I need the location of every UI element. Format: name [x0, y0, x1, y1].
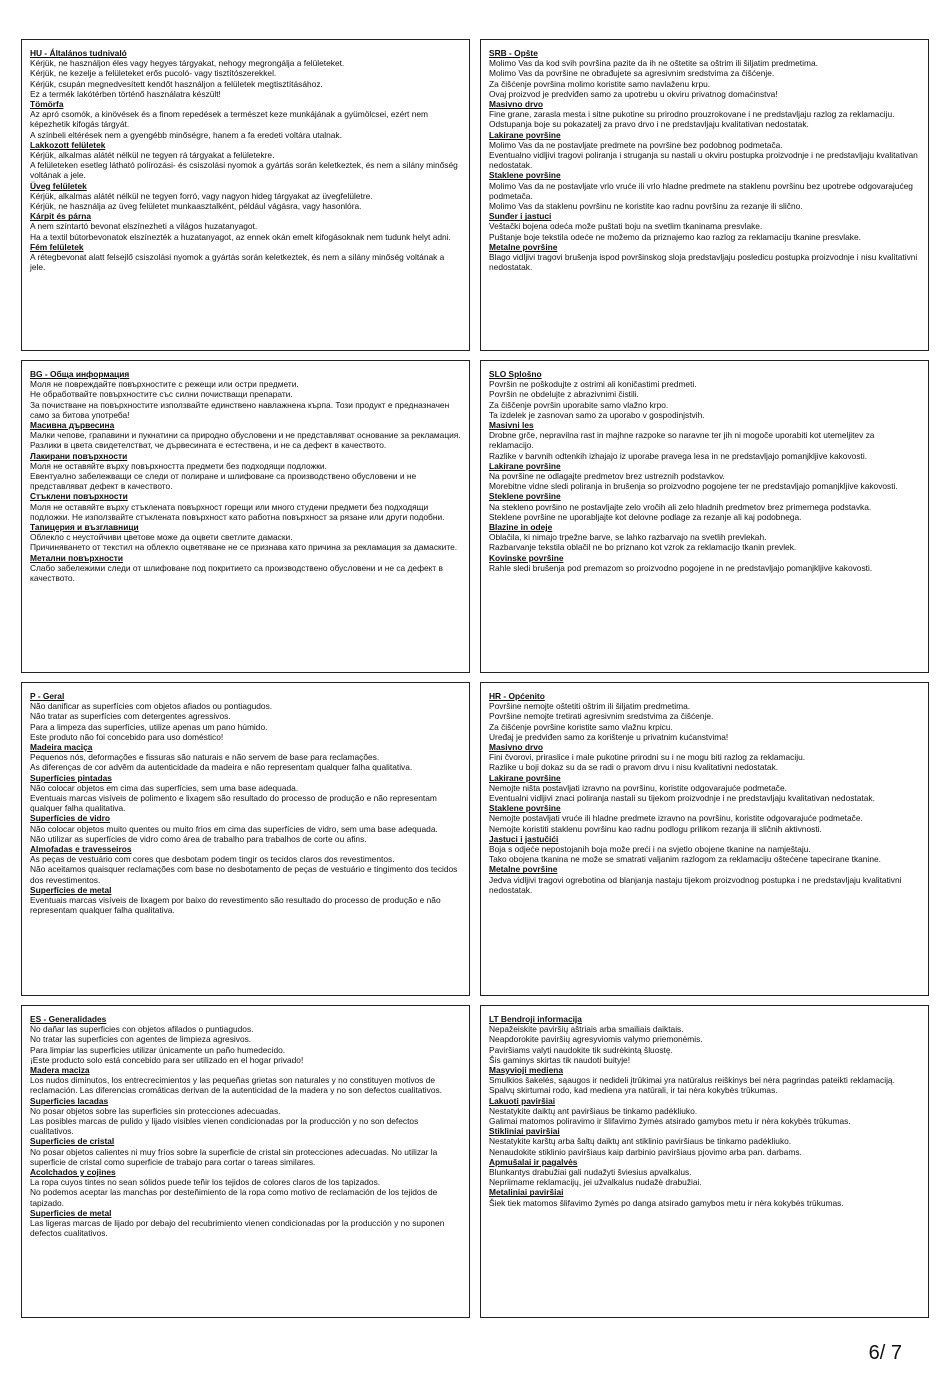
paragraph-line: Pequenos nós, deformações e fissuras são naturais e não servem de base para reclamações. [30, 752, 380, 763]
paragraph-line: Boja s odjeće nepostojanih boja može preći i na svjetlo obojene tkanine na namještaju. [489, 844, 811, 855]
paragraph-line: Odstupanja boje su pokazatelj za pravo drvo i ne predstavljaju kvalitativan nedostatak. [489, 119, 809, 130]
subsection-heading: Масивна дървесина [30, 420, 115, 431]
paragraph-line: Az apró csomók, a kinövések és a finom repedések a természet keze munkájának a gyümölcsei, ezért nem képezhetik kifogás tárgyát. [30, 109, 429, 130]
paragraph-line: Za čišćenje površine koristite samo vlažnu krpicu. [489, 721, 673, 732]
paragraph-line: Облекло с неустойчиви цветове може да оцвети светлите дамаски. [30, 532, 293, 543]
paragraph-line: Ez a termék lakótérben történő használatra készült! [30, 88, 221, 99]
subsection-heading: Apmušalai ir pagalvės [489, 1156, 578, 1167]
paragraph-line: As peças de vestuário com cores que desbotam podem tingir os tecidos claros dos revestimentos. [30, 854, 395, 865]
subsection-heading: Superfícies de vidro [30, 813, 111, 824]
paragraph-line: Los nudos diminutos, los entrecrecimientos y las pequeñas grietas son naturales y no constituyen motivos de reclamación. Las diferencias cromáticas derivan de la autenticidad de la madera y no son defectos cualitativos. [30, 1075, 442, 1096]
paragraph-line: Smulkios šakelės, sąaugos ir nedideli įtrūkimai yra natūralus reiškinys bei nėra pagrindas pateikti reklamaciją. [489, 1075, 895, 1086]
paragraph-line: Kérjük, alkalmas alátét nélkül ne tegyen rá tárgyakat a felületekre. [30, 150, 275, 161]
paragraph-line: Não utilizar as superfícies de vidro como área de trabalho para trabalhos de corte ou afins. [30, 833, 367, 844]
paragraph-line: Ha a textil bútorbevonatok elszínezték a huzatanyagot, az ennek okán emelt kifogásoknak nem tudunk helyt adni. [30, 231, 451, 242]
subsection-heading: Superficies de metal [30, 1207, 112, 1218]
subsection-heading: Метални повърхности [30, 552, 123, 563]
paragraph-line: Малки чепове, грапавини и пукнатини са природно обусловени и не представляват основание за рекламация. [30, 430, 461, 441]
section-title: P - Geral [30, 691, 65, 701]
section-es [21, 1005, 470, 1318]
paragraph-line: Spalvų skirtumai rodo, kad mediena yra natūrali, ir tai nėra kokybės trūkumas. [489, 1085, 778, 1096]
subsection-heading: Lakuoti paviršiai [489, 1095, 556, 1106]
paragraph-line: Molimo Vas da ne postavljate vrlo vruće ili vrlo hladne predmete na staklenu površinu bez upotrebe odgovarajućeg podmetača. [489, 180, 913, 201]
section-lt [480, 1005, 929, 1318]
paragraph-line: Površine nemojte tretirati agresivnim sredstvima za čišćenje. [489, 711, 714, 722]
subsection-heading: Üveg felületek [30, 180, 87, 191]
paragraph-line: Para a limpeza das superfícies, utilize apenas um pano húmido. [30, 721, 268, 732]
paragraph-line: A nem színtartó bevonat elszínezheti a világos huzatanyagot. [30, 221, 258, 232]
subsection-heading: Steklene površine [489, 491, 561, 502]
section-title: SRB - Opšte [489, 48, 538, 58]
paragraph-line: Blunkantys drabužiai gali nudažyti šviesius apvalkalus. [489, 1167, 692, 1178]
paragraph-line: Las ligeras marcas de lijado por debajo del recubrimiento vienen condicionadas por la producción y no suponen defectos cualitativos. [30, 1218, 445, 1239]
paragraph-line: Não aceitamos quaisquer reclamações com base no desbotamento de peças de vestuário e tingimento dos tecidos dos revestimentos. [30, 864, 458, 885]
paragraph-line: Não colocar objetos em cima das superfícies, sem uma base adequada. [30, 782, 299, 793]
paragraph-line: Veštački bojena odeća može puštati boju na svetlim tkaninama presvlake. [489, 221, 763, 232]
paragraph-line: За почистване на повърхностите използвайте единствено навлажнена кърпа. Този продукт е предназначен само за битова употреба! [30, 399, 450, 420]
paragraph-line: Моля не повреждайте повърхностите с режещи или остри предмети. [30, 379, 299, 390]
paragraph-line: Kérjük, csupán megnedvesített kendőt használjon a felületek megtisztításához. [30, 78, 323, 89]
section-title: ES - Generalidades [30, 1014, 107, 1024]
paragraph-line: Kérjük, alkalmas alátét nélkül ne tegyen forró, vagy nagyon hideg tárgyakat az üvegfelületre. [30, 190, 373, 201]
subsection-heading: Madeira maciça [30, 742, 93, 753]
section-title: SLO Splošno [489, 369, 542, 379]
paragraph-line: Na površine ne odlagajte predmetov brez ustreznih podstavkov. [489, 471, 725, 482]
paragraph-line: Este produto não foi concebido para uso doméstico! [30, 731, 224, 742]
paragraph-line: Neapdorokite paviršių agresyviomis valymo priemonėmis. [489, 1034, 703, 1045]
paragraph-line: Drobne grče, nepravilna rast in majhne razpoke so naravne ter jih ni mogoče uporabiti kot utemeljitev za reklamacijo. [489, 430, 875, 451]
subsection-heading: Superficies lacadas [30, 1095, 109, 1106]
paragraph-line: Molimo Vas da ne postavljate predmete na površine bez podobnog podmetača. [489, 139, 783, 150]
subsection-heading: Lakirane površine [489, 460, 561, 471]
paragraph-line: Tako obojena tkanina ne može se smatrati valjanim razlogom za reklamaciju oštećene tapecirane tkanine. [489, 854, 881, 865]
paragraph-line: Razlike u boji dokaz su da se radi o pravom drvu i nisu kvalitativni nedostatak. [489, 762, 779, 773]
paragraph-line: Oblačila, ki nimajo trpežne barve, se lahko razbarvajo na svetlih prevlekah. [489, 532, 767, 543]
paragraph-line: Na stekleno površino ne postavljajte zelo vročih ali zelo hladnih predmetov brez primernega podstavka. [489, 501, 872, 512]
paragraph-line: Não tratar as superfícies com detergentes agressivos. [30, 711, 231, 722]
paragraph-line: Razlike v barvnih odtenkih izhajajo iz uporabe pravega lesa in ne predstavljajo pomanjkljive kakovosti. [489, 450, 868, 461]
subsection-heading: Acolchados y cojines [30, 1167, 116, 1178]
paragraph-line: Uređaj je predviđen samo za korištenje u privatnim kućanstvima! [489, 731, 729, 742]
subsection-heading: Staklene površine [489, 803, 561, 814]
subsection-heading: Jastuci i jastučići [489, 833, 559, 844]
paragraph-line: Моля не оставяйте върху повърхността предмети без подходящи подложки. [30, 460, 327, 471]
subsection-heading: Стъклени повърхности [30, 491, 128, 502]
page-number: 6/ 7 [868, 1342, 902, 1364]
paragraph-line: Šiek tiek matomos šlifavimo žymės po danga atsirado gamybos metu ir nėra kokybės trūkumas. [489, 1197, 844, 1208]
paragraph-line: Nepriimame reklamacijų, jei užvalkalus nudažė drabužiai. [489, 1177, 702, 1188]
paragraph-line: Molimo Vas da kod svih površina pazite da ih ne oštetite sa oštrim ili šiljatim predmetima. [489, 58, 818, 69]
paragraph-line: Não danificar as superfícies com objetos afiados ou pontiagudos. [30, 701, 273, 712]
paragraph-line: Blago vidljivi tragovi brušenja ispod površinskog sloja predstavljaju posledicu postupka proizvodnje i nisu kvalitativni nedostatak. [489, 252, 918, 273]
section-title: HR - Općenito [489, 691, 545, 701]
subsection-heading: Superficies de cristal [30, 1136, 115, 1147]
subsection-heading: Metaliniai paviršiai [489, 1187, 564, 1198]
subsection-heading: Lakirane površine [489, 772, 561, 783]
paragraph-line: Površin ne poškodujte z ostrimi ali koničastimi predmeti. [489, 379, 697, 390]
paragraph-line: Kérjük, ne kezelje a felületeket erős pucoló- vagy tisztítószerekkel. [30, 68, 277, 79]
paragraph-line: No podemos aceptar las manchas por desteñimiento de la ropa como motivo de reclamación de los tejidos de tapizado. [30, 1187, 438, 1208]
paragraph-line: Steklene površine ne uporabljajte kot delovne podlage za rezanje ali kaj podobnega. [489, 511, 802, 522]
subsection-heading: Лакирани повърхности [30, 450, 128, 461]
section-slo [480, 360, 929, 673]
paragraph-line: Моля не оставяйте върху стъклената повърхност горещи или много студени предмети без подходящи подложки. Не използвайте стъклената повърхност като работна повърхност за рязане или други подобни. [30, 501, 445, 522]
paragraph-line: ¡Este producto solo está concebido para ser utilizado en el hogar privado! [30, 1054, 304, 1065]
paragraph-line: Nepažeiskite paviršių aštriais arba smailiais daiktais. [489, 1024, 684, 1035]
subsection-heading: Kárpit és párna [30, 211, 91, 222]
paragraph-line: Nestatykite karštų arba šaltų daiktų ant stiklinio paviršiaus be tinkamo padėkliuko. [489, 1136, 792, 1147]
section-title: BG - Обща информация [30, 369, 130, 379]
paragraph-line: A rétegbevonat alatt felsejlő csiszolási nyomok a gyártás során keletkeztek, és nem a silány minőség voltának a jele. [30, 252, 445, 273]
paragraph-line: Molimo Vas da površine ne obrađujete sa agresivnim sredstvima za čišćenje. [489, 68, 775, 79]
subsection-heading: Lakkozott felületek [30, 139, 106, 150]
paragraph-line: Jedva vidljivi tragovi ogrebotina od blanjanja nastaju tijekom proizvodnog postupka i ne predstavljaju kvalitativni nedostatak. [489, 874, 902, 895]
paragraph-line: Para limpiar las superficies utilizar únicamente un paño humedecido. [30, 1044, 286, 1055]
paragraph-line: Nemojte ništa postavljati izravno na površinu, koristite odgovarajuće podmetače. [489, 782, 787, 793]
section-p [21, 682, 470, 996]
paragraph-line: Površine nemojte oštetiti oštrim ili šiljatim predmetima. [489, 701, 691, 712]
paragraph-line: Nestatykite daiktų ant paviršiaus be tinkamo padėkliuko. [489, 1105, 698, 1116]
paragraph-line: Rahle sledi brušenja pod premazom so proizvodno pogojene in ne predstavljajo pomanjkljive kakovosti. [489, 562, 873, 573]
subsection-heading: Superfícies de metal [30, 884, 112, 895]
paragraph-line: Površin ne obdelujte z abrazivnimi čistili. [489, 389, 639, 400]
subsection-heading: Kovinske površine [489, 552, 564, 563]
paragraph-line: Paviršiams valyti naudokite tik sudrėkintą šluostę. [489, 1044, 673, 1055]
subsection-heading: Metalne površine [489, 864, 558, 875]
subsection-heading: Fém felületek [30, 241, 84, 252]
subsection-heading: Masivno drvo [489, 742, 543, 753]
paragraph-line: Molimo Vas da staklenu površinu ne koristite kao radnu površinu za rezanje ili slično. [489, 201, 803, 212]
section-title: LT Bendroji informacija [489, 1014, 582, 1024]
paragraph-line: Eventuais marcas visíveis de polimento e lixagem são resultado do processo de produção e não representam qualquer falha qualitativa. [30, 793, 437, 814]
paragraph-line: Fini čvorovi, priraslice i male pukotine prirodni su i ne mogu biti razlog za reklamaciju. [489, 752, 806, 763]
paragraph-line: Fine grane, zarasla mesta i sitne pukotine su prirodno prouzrokovane i ne predstavljaju razlog za reklamaciju. [489, 109, 895, 120]
paragraph-line: Nemojte koristiti staklenu površinu kao radnu podlogu prilikom rezanja ili sličnih aktivnosti. [489, 823, 822, 834]
subsection-heading: Тапицерия и възглавници [30, 522, 139, 533]
subsection-heading: Stikliniai paviršiai [489, 1126, 560, 1137]
paragraph-line: Ta izdelek je zasnovan samo za uporabo v gospodinjstvih. [489, 409, 705, 420]
paragraph-line: Eventuais marcas visíveis de lixagem por baixo do revestimento são resultado do processo de produção e não representam qualquer falha qualitativa. [30, 895, 441, 916]
subsection-heading: Sunđer i jastuci [489, 211, 552, 222]
subsection-heading: Madera maciza [30, 1065, 90, 1076]
subsection-heading: Almofadas e travesseiros [30, 844, 132, 855]
paragraph-line: Причиняването от текстил на облекло оцветяване не се признава като причина за рекламация за дамаските. [30, 542, 458, 553]
paragraph-line: Nemojte postavljati vruće ili hladne predmete izravno na površinu, koristite odgovarajuće podmetače. [489, 813, 863, 824]
paragraph-line: A felületeken esetleg látható polírozási- és csiszolási nyomok a gyártás során keletkeztek, és nem a silány minőség voltának a jele. [30, 160, 458, 181]
subsection-heading: Superfícies pintadas [30, 772, 112, 783]
paragraph-line: Za čiščenje površin uporabite samo vlažno krpo. [489, 399, 669, 410]
paragraph-line: A színbeli eltérések nem a gyengébb minőségre, hanem a fa eredeti voltára utalnak. [30, 129, 342, 140]
subsection-heading: Metalne površine [489, 241, 558, 252]
paragraph-line: No posar objetos sobre las superficies sin protecciones adecuadas. [30, 1105, 281, 1116]
paragraph-line: Morebitne vidne sledi poliranja in brušenja so proizvodno pogojene ter ne predstavljajo pomanjkljive kakovosti. [489, 481, 898, 492]
paragraph-line: Не обработвайте повърхностите със силни почистващи препарати. [30, 389, 293, 400]
paragraph-line: No posar objetos calientes ni muy fríos sobre la superficie de cristal sin protecciones adecuadas. No utilizar la superficie de cristal como superficie de trabajo para cortar o tareas similares. [30, 1146, 438, 1167]
subsection-heading: Masivni les [489, 420, 534, 431]
subsection-heading: Masyvioji mediena [489, 1065, 564, 1076]
paragraph-line: Las posibles marcas de pulido y lijado visibles vienen condicionadas por la producción y no son defectos cualitativos. [30, 1116, 419, 1137]
paragraph-line: No dañar las superficies con objetos afilados o puntiagudos. [30, 1024, 254, 1035]
subsection-heading: Masivno drvo [489, 99, 543, 110]
paragraph-line: Šis gaminys skirtas tik naudoti buityje! [489, 1054, 631, 1065]
subsection-heading: Staklene površine [489, 170, 561, 181]
paragraph-line: Eventualno vidljivi tragovi poliranja i struganja su nastali u okviru postupka proizvodnje i ne predstavljaju kvalitativan nedostatak. [489, 150, 918, 171]
subsection-heading: Lakirane površine [489, 129, 561, 140]
paragraph-line: As diferenças de cor advêm da autenticidade da madeira e não representam qualquer falha qualitativa. [30, 762, 413, 773]
paragraph-line: No tratar las superficies con agentes de limpieza agresivos. [30, 1034, 252, 1045]
subsection-heading: Blazine in odeje [489, 522, 553, 533]
paragraph-line: Разлики в цвета свидетелстват, че дървесината е естествена, и не са дефект в качеството. [30, 440, 387, 451]
section-hu [21, 39, 470, 351]
paragraph-line: Nenaudokite stiklinio paviršiaus kaip darbinio paviršiaus pjovimo arba pan. darbams. [489, 1146, 802, 1157]
paragraph-line: Não colocar objetos muito quentes ou muito frios em cima das superfícies de vidro, sem uma base adequada. [30, 823, 438, 834]
paragraph-line: Kérjük, ne használjon éles vagy hegyes tárgyakat, nehogy megrongálja a felületeket. [30, 58, 345, 69]
paragraph-line: Razbarvanje tekstila oblačil ne bo priznano kot vzrok za reklamacijo tkanin prevlek. [489, 542, 797, 553]
paragraph-line: Ovaj proizvod je predviđen samo za upotrebu u okviru privatnog domaćinstva! [489, 88, 778, 99]
section-srb [480, 39, 929, 351]
subsection-heading: Tömörfa [30, 99, 64, 110]
paragraph-line: Kérjük, ne használja az üveg felületet munkaasztalként, például vágásra, vagy hasonlóra. [30, 201, 362, 212]
section-bg [21, 360, 470, 673]
paragraph-line: Za čišćenje površina molimo koristite samo navlaženu krpu. [489, 78, 711, 89]
section-title: HU - Általános tudnivaló [30, 48, 127, 58]
paragraph-line: Eventualni vidljivi znaci poliranja nastali su tijekom proizvodnje i ne predstavljaju kvalitativan nedostatak. [489, 793, 875, 804]
section-hr [480, 682, 929, 996]
paragraph-line: Слабо забележими следи от шлифоване под покритието са производствено обусловени и не са дефект в качеството. [30, 562, 443, 584]
paragraph-line: La ropa cuyos tintes no sean sólidos puede teñir los tejidos de colores claros de los tapizados. [30, 1177, 381, 1188]
paragraph-line: Puštanje boje tekstila odeće ne možemo da priznajemo kao razlog za reklamaciju tkanine presvlake. [489, 231, 861, 242]
paragraph-line: Galimai matomos poliravimo ir šlifavimo žymės atsirado gamybos metu ir nėra kokybės trūkumas. [489, 1116, 851, 1127]
paragraph-line: Евентуално забележващи се следи от полиране и шлифоване са производствено обусловени и не представляват дефект в качеството. [30, 471, 417, 492]
